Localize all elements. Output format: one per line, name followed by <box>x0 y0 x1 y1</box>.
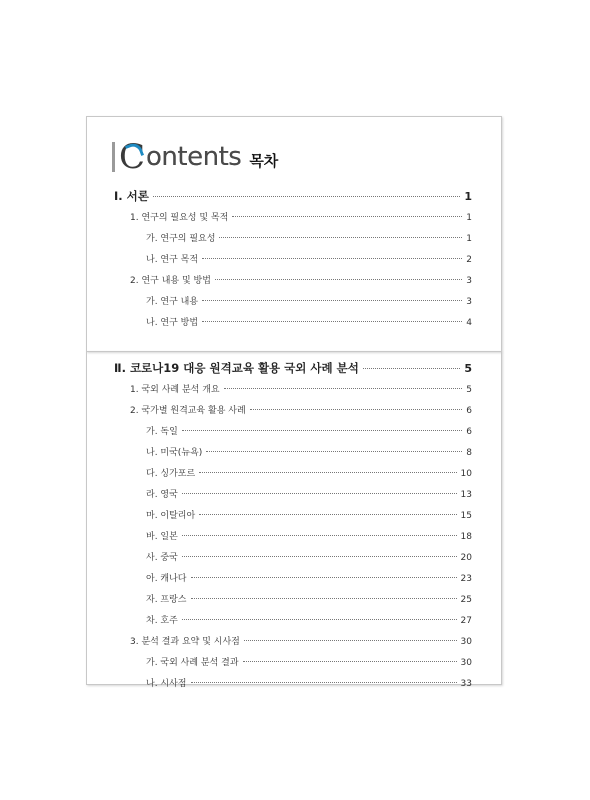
leader-dots <box>202 300 462 301</box>
page-number: 6 <box>466 427 472 437</box>
leader-dots <box>153 196 460 197</box>
contents-logo-word: ontents <box>146 142 242 172</box>
toc-entry[interactable]: 나. 미국(뉴욕) 8 <box>146 448 472 458</box>
page-number: 10 <box>460 469 472 479</box>
leader-dots <box>191 577 457 578</box>
toc-entry[interactable]: 1. 국외 사례 분석 개요 5 <box>130 385 472 395</box>
leader-dots <box>219 237 462 238</box>
leader-dots <box>202 258 462 259</box>
toc-entry[interactable]: 바. 일본 18 <box>146 532 472 542</box>
page-number: 25 <box>460 595 472 605</box>
page-number: 1 <box>466 213 472 223</box>
leader-dots <box>224 388 463 389</box>
leader-dots <box>182 430 462 431</box>
page-number: 20 <box>460 553 472 563</box>
header-bar <box>112 142 115 172</box>
page-number: 1 <box>466 234 472 244</box>
toc-entry[interactable]: 차. 호주 27 <box>146 616 472 626</box>
page-number: 2 <box>466 255 472 265</box>
page-number: 5 <box>464 362 472 375</box>
toc-entry[interactable]: 마. 이탈리아 15 <box>146 511 472 521</box>
toc-entry[interactable]: 가. 독일 6 <box>146 427 472 437</box>
page-number: 30 <box>460 637 472 647</box>
contents-logo-c: C <box>119 137 146 177</box>
leader-dots <box>199 472 456 473</box>
toc-entry[interactable]: 가. 국외 사례 분석 결과 30 <box>146 658 472 668</box>
page-number: 3 <box>466 297 472 307</box>
table-of-contents <box>114 188 472 697</box>
page-number: 5 <box>466 385 472 395</box>
leader-dots <box>206 451 462 452</box>
leader-dots <box>191 598 457 599</box>
toc-entry[interactable]: 다. 싱가포르 10 <box>146 469 472 479</box>
page-number: 30 <box>460 658 472 668</box>
leader-dots <box>182 535 457 536</box>
leader-dots <box>182 493 457 494</box>
leader-dots <box>232 216 462 217</box>
toc-entry[interactable]: 2. 연구 내용 및 방법 3 <box>130 276 472 286</box>
page-number: 6 <box>466 406 472 416</box>
toc-entry[interactable]: 아. 캐나다 23 <box>146 574 472 584</box>
toc-entry[interactable]: 2. 국가별 원격교육 활용 사례 6 <box>130 406 472 416</box>
leader-dots <box>182 556 457 557</box>
leader-dots <box>250 409 463 410</box>
toc-entry[interactable]: 자. 프랑스 25 <box>146 595 472 605</box>
page-number: 3 <box>466 276 472 286</box>
toc-entry[interactable]: 나. 연구 목적 2 <box>146 255 472 265</box>
toc-entry[interactable]: 나. 연구 방법 4 <box>146 318 472 328</box>
leader-dots <box>243 661 457 662</box>
toc-entry[interactable]: 1. 연구의 필요성 및 목적 1 <box>130 213 472 223</box>
page-number: 33 <box>460 679 472 689</box>
leader-dots <box>363 368 461 369</box>
toc-entry[interactable]: 라. 영국 13 <box>146 490 472 500</box>
leader-dots <box>182 619 457 620</box>
page-number: 4 <box>466 318 472 328</box>
toc-entry[interactable]: 사. 중국 20 <box>146 553 472 563</box>
page-number: 8 <box>466 448 472 458</box>
leader-dots <box>215 279 462 280</box>
section-gap <box>114 336 472 360</box>
toc-entry-chapter-1[interactable]: Ⅰ. 서론 1 <box>114 189 472 203</box>
toc-entry[interactable]: 3. 분석 결과 요약 및 시사점 30 <box>130 637 472 647</box>
leader-dots <box>244 640 457 641</box>
page-number: 15 <box>460 511 472 521</box>
page-number: 27 <box>460 616 472 626</box>
toc-entry[interactable]: 나. 시사점 33 <box>146 679 472 689</box>
page-number: 23 <box>460 574 472 584</box>
leader-dots <box>191 682 457 683</box>
toc-header <box>112 137 279 177</box>
toc-entry[interactable]: 가. 연구의 필요성 1 <box>146 234 472 244</box>
page-number: 13 <box>460 490 472 500</box>
page-number: 1 <box>464 190 472 203</box>
toc-entry-chapter-2[interactable]: Ⅱ. 코로나19 대응 원격교육 활용 국외 사례 분석 5 <box>114 361 472 375</box>
leader-dots <box>199 514 456 515</box>
toc-entry[interactable]: 가. 연구 내용 3 <box>146 297 472 307</box>
page-title: 목차 <box>249 152 279 170</box>
page-number: 18 <box>460 532 472 542</box>
leader-dots <box>202 321 462 322</box>
